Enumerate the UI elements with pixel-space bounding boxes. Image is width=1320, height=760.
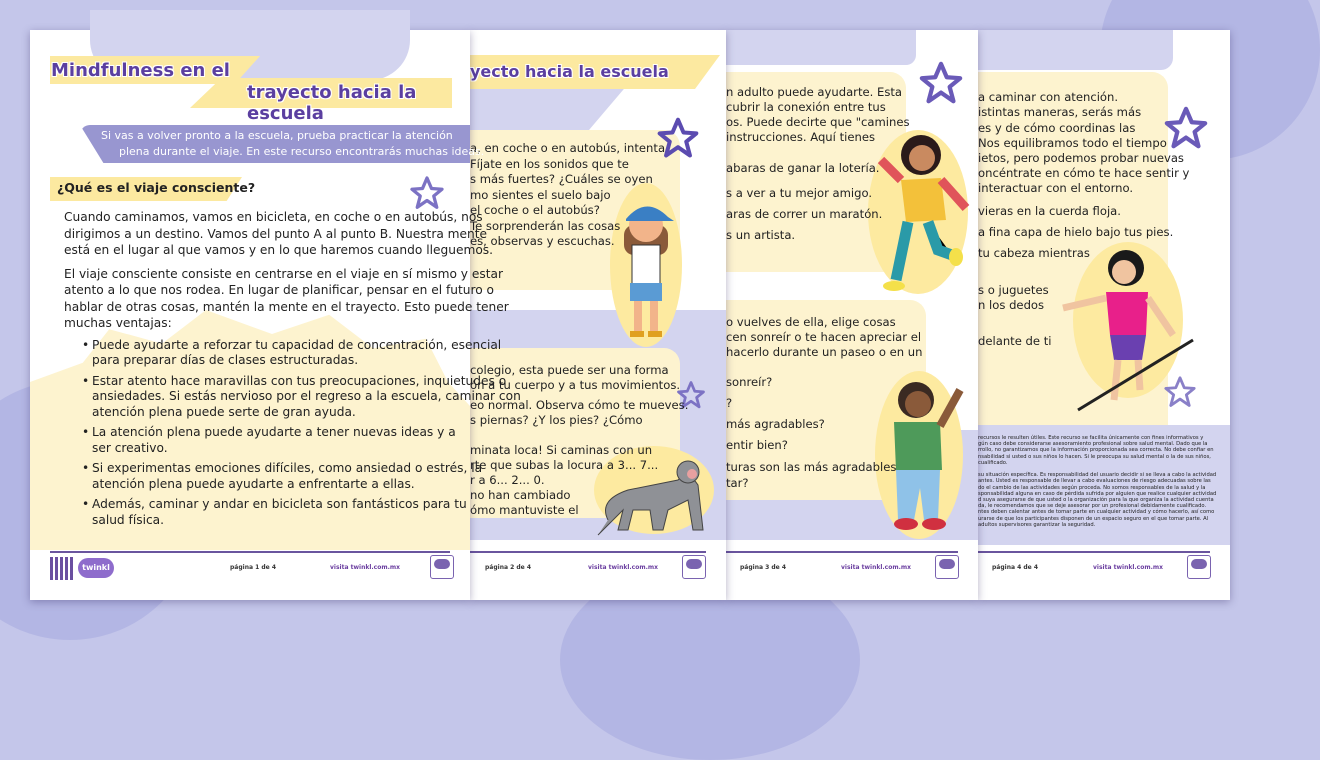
intro-text: plena durante el viaje. En este recurso encontrarás muchas ideas. — [119, 145, 485, 158]
body-text: n adulto puede ayudarte. Esta — [726, 85, 903, 99]
bullet-text: Además, caminar y andar en bicicleta son fantásticos para tu — [92, 497, 467, 511]
twinkl-badge — [1187, 555, 1211, 579]
body-text: muchas ventajas: — [64, 316, 172, 330]
bullet-icon: • — [82, 497, 90, 511]
body-text: atento a lo que nos rodea. En lugar de planificar, pensar en el futuro o — [64, 283, 495, 297]
body-text: es y de cómo coordinas las — [978, 121, 1136, 135]
body-text: ón a tu cuerpo y a tus movimientos. — [470, 378, 681, 392]
twinkl-logo: twinkl — [78, 558, 114, 578]
bullet-text: ser creativo. — [92, 440, 168, 455]
disclaimer-text: nsabilidad si usted o sus niños lo hacen. Si le preocupa su salud mental o la de sus niños, — [978, 453, 1211, 460]
list-text: tu cabeza mientras — [978, 246, 1090, 260]
body-text: El viaje consciente consiste en centrarse en el viaje en sí mismo y estar — [64, 266, 503, 281]
bullet-icon: • — [82, 425, 90, 439]
bullet-text: La atención plena puede ayudarte a tener nuevas ideas y a — [92, 425, 456, 439]
footer-divider — [470, 551, 706, 553]
body-text: está en el lugar al que vamos y en lo que haremos cuando lleguemos. — [64, 243, 494, 257]
list-text: entir bien? — [726, 438, 788, 452]
disclaimer-text: d suya asegurarse de que usted o la organización para la que organiza la actividad cuenta — [978, 497, 1214, 503]
list-text: s un artista. — [726, 228, 796, 242]
body-text: eo normal. Observa cómo te mueves. — [470, 398, 689, 412]
title-continued: yecto hacia la escuela — [470, 62, 669, 81]
page-number: página 1 de 4 — [230, 564, 276, 571]
list-text: más agradables? — [726, 417, 825, 431]
body-text: mo sientes el suelo bajo — [470, 187, 611, 202]
bullet-text: salud física. — [92, 512, 164, 527]
bullet-text: Si experimentas emociones difíciles, como ansiedad o estrés, la — [92, 461, 483, 475]
twinkl-badge — [935, 555, 959, 579]
title-line-1: Mindfulness en el — [51, 60, 230, 81]
body-text: el coche o el autobús? — [470, 203, 600, 217]
body-text: no han cambiado — [470, 488, 571, 502]
body-text: hacerlo durante un paseo o en un — [726, 345, 923, 359]
balancing-girl-illustration — [1058, 240, 1198, 410]
disclaimer-text: adultos supervisores garantizar la seguridad. — [978, 521, 1096, 528]
list-text: s a ver a tu mejor amigo. — [726, 186, 873, 200]
body-text: cen sonreír o te hacen apreciar el — [726, 330, 922, 344]
document-page-3 — [726, 30, 978, 600]
list-text: s o juguetes — [978, 283, 1049, 297]
bullet-text: atención plena puede ayudarte a enfrentarte a ellas. — [92, 476, 415, 491]
document-page-2 — [470, 30, 726, 600]
body-text: o vuelves de ella, elige cosas — [726, 315, 896, 329]
bullet-text: Puede ayudarte a reforzar tu capacidad de concentración, esencial — [92, 337, 502, 352]
list-text: abaras de ganar la lotería. — [726, 161, 880, 175]
intro-text: Si vas a volver pronto a la escuela, prueba practicar la atención — [101, 129, 453, 142]
visit-link[interactable]: visita twinkl.com.mx — [588, 564, 658, 571]
bullet-text: atención plena puede serte de gran ayuda. — [92, 404, 356, 419]
decorative-blob — [726, 30, 916, 65]
body-text: es, observas y escuchas. — [470, 234, 615, 248]
star-icon — [1163, 105, 1209, 151]
twinkl-badge — [430, 555, 454, 579]
body-text: Cuando caminamos, vamos en bicicleta, en coche o en autobús, nos — [64, 210, 483, 224]
body-text: colegio, esta puede ser una forma — [470, 363, 669, 377]
list-text: n los dedos — [978, 298, 1045, 312]
list-text: ? — [726, 396, 733, 410]
body-text: instrucciones. Aquí tienes — [726, 130, 875, 144]
body-text: s más fuertes? ¿Cuáles se oyen — [470, 172, 653, 186]
disclaimer-text: cualificado. — [978, 459, 1008, 466]
disclaimer-text: antes. Usted es responsable de llevar a cabo evaluaciones de riesgo adecuadas sobre las — [978, 478, 1211, 485]
body-text: os. Puede decirte que "camines — [726, 115, 910, 129]
body-text: r a 6... 2... 0. — [470, 473, 545, 487]
footer-divider — [50, 551, 450, 553]
pointing-boy-illustration — [874, 370, 974, 540]
visit-link[interactable]: visita twinkl.com.mx — [841, 564, 911, 571]
bullet-text: ansiedades. Si estás nervioso por el regreso a la escuela, caminar con — [92, 389, 521, 403]
bullet-icon: • — [82, 461, 90, 475]
title-line-2: trayecto hacia la escuela — [247, 82, 417, 124]
body-text: cubrir la conexión entre tus — [726, 100, 886, 114]
body-text: a, en coche o en autobús, intenta — [470, 141, 666, 155]
disclaimer-text: recursos le resulten útiles. Este recurso se facilita únicamente con fines informativos y — [978, 435, 1204, 441]
visit-link[interactable]: visita twinkl.com.mx — [1093, 564, 1163, 571]
page-number: página 4 de 4 — [992, 564, 1038, 571]
disclaimer-text: rrollo, no garantizamos que la información proporcionada sea correcta. No debe confiar en — [978, 447, 1214, 454]
list-text: sonreír? — [726, 375, 773, 389]
body-text: minata loca! Si caminas con un — [470, 443, 653, 457]
bullet-text: Estar atento hace maravillas con tus preocupaciones, inquietudes o — [92, 373, 507, 388]
star-icon — [918, 60, 964, 106]
body-text: dirigimos a un destino. Vamos del punto A al punto B. Nuestra mente — [64, 226, 488, 241]
body-text: s piernas? ¿Y los pies? ¿Cómo — [470, 413, 643, 427]
body-text: oncéntrate en cómo te hace sentir y — [978, 166, 1190, 180]
section-heading: ¿Qué es el viaje consciente? — [57, 180, 256, 195]
footer-divider — [726, 551, 958, 553]
list-text: tar? — [726, 476, 749, 490]
twinkl-badge — [682, 555, 706, 579]
list-text: delante de ti — [978, 334, 1052, 348]
disclaimer-text: da, le recomendamos que se deje asesorar por un profesional debidamente cualificado. — [978, 503, 1207, 510]
star-icon — [408, 175, 446, 211]
body-text: Fíjate en los sonidos que te — [470, 156, 629, 171]
body-text: istintas maneras, serás más — [978, 105, 1142, 119]
disclaimer-text: ntes deben calentar antes de tomar parte en cualquier actividad y cómo hacerlo, así como — [978, 509, 1215, 516]
body-text: ietos, pero podemos probar nuevas — [978, 151, 1184, 165]
body-text: a caminar con atención. — [978, 90, 1119, 104]
body-text: hablar de otras cosas, mantén la mente en el trayecto. Esto puede tener — [64, 299, 509, 314]
list-text: vieras en la cuerda floja. — [978, 204, 1121, 218]
footer-divider — [978, 551, 1210, 553]
disclaimer-text: urarse de que los participantes disponen de un espacio seguro en el que tomar parte. Al — [978, 515, 1209, 522]
disclaimer-text: gún caso debe considerarse asesoramiento profesional sobre salud mental. Dado que la — [978, 441, 1208, 448]
bullet-icon: • — [82, 337, 90, 352]
qr-code — [50, 557, 73, 580]
list-text: turas son las más agradables — [726, 460, 897, 474]
page-number: página 3 de 4 — [740, 564, 786, 571]
list-text: a fina capa de hielo bajo tus pies. — [978, 225, 1174, 239]
disclaimer-text: do el cambio de las actividades según proceda. No somos responsables de la salud y la — [978, 484, 1206, 491]
body-text: interactuar con el entorno. — [978, 181, 1134, 195]
disclaimer-text: sponsabilidad alguna en caso de pérdida sufrida por alguien que realice cualquier actividad — [978, 490, 1217, 497]
decorative-blob — [978, 30, 1173, 70]
body-text: rte que subas la locura a 3... 7... — [470, 458, 659, 472]
bullet-text: para preparar días de clases estructuradas. — [92, 353, 359, 367]
body-text: Nos equilibramos todo el tiempo — [978, 136, 1167, 150]
visit-link[interactable]: visita twinkl.com.mx — [330, 564, 400, 571]
girl-with-cap-illustration — [610, 185, 682, 345]
list-text: aras de correr un maratón. — [726, 207, 883, 221]
body-text: ómo mantuviste el — [470, 503, 579, 517]
page-number: página 2 de 4 — [485, 564, 531, 571]
bullet-icon: • — [82, 373, 90, 388]
document-page-4 — [978, 30, 1230, 600]
body-text: Te sorprenderán las cosas — [470, 218, 621, 233]
disclaimer-text: su situación específica. Es responsabilidad del usuario decidir si se lleva a cabo la actividad — [978, 472, 1217, 479]
